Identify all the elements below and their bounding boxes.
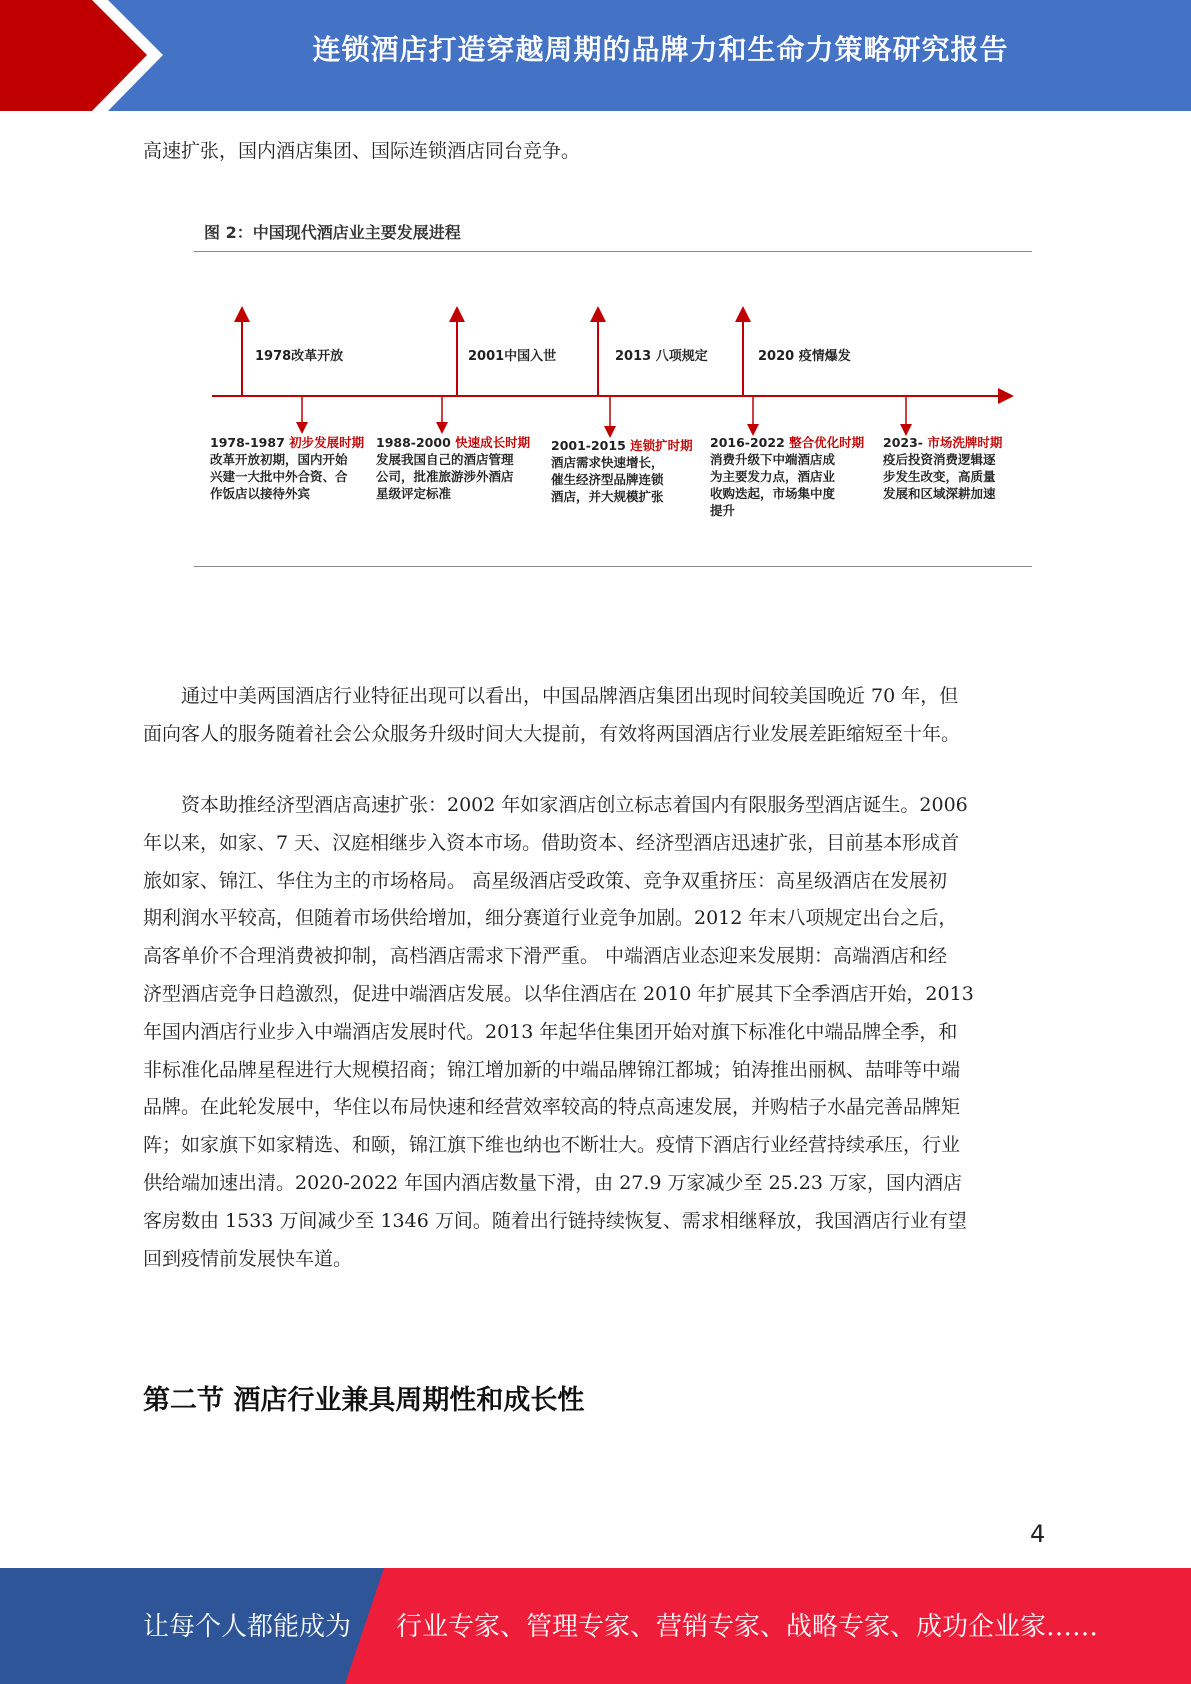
timeline-axis-graphic: [190, 208, 1030, 578]
phase-desc-line: 改革开放初期，国内开始: [210, 452, 348, 467]
phase-years: 2023-: [883, 435, 923, 450]
text-line: 非标准化品牌星程进行大规模招商；锦江增加新的中端品牌锦江都城；铂涛推出丽枫、喆啡等中端: [143, 1058, 961, 1081]
phase-desc-line: 步发生改变，高质量: [883, 469, 996, 484]
text-line: 济型酒店竞争日趋激烈，促进中端酒店发展。以华住酒店在 2010 年扩展其下全季酒店开始，2013: [143, 982, 974, 1005]
text-line: 年以来，如家、7 天、汉庭相继步入资本市场。借助资本、经济型酒店迅速扩张，目前基本形成首: [143, 831, 960, 854]
phase-desc-line: 收购迭起，市场集中度: [710, 486, 836, 501]
phase-years: 2001-2015: [551, 438, 626, 453]
text-line: 资本助推经济型酒店高速扩张：2002 年如家酒店创立标志着国内有限服务型酒店诞生。2006: [143, 794, 968, 816]
phase-desc-line: 酒店，并大规模扩张: [551, 489, 664, 504]
page-footer: [0, 1568, 1191, 1684]
report-title: 连锁酒店打造穿越周期的品牌力和生命力策略研究报告: [312, 33, 1009, 66]
timeline-figure: [190, 208, 1030, 578]
phase-years: 1978-1987: [210, 435, 285, 450]
text-line: 高客单价不合理消费被抑制，高档酒店需求下滑严重。 中端酒店业态迎来发展期：高端酒店和经: [143, 945, 948, 968]
event-label-2020: 2020 疫情爆发: [758, 349, 851, 364]
text-line: 面向客人的服务随着社会公众服务升级时间大大提前，有效将两国酒店行业发展差距缩短至十年。: [143, 723, 961, 745]
text-line: 旅如家、锦江、华住为主的市场格局。 高星级酒店受政策、竞争双重挤压：高星级酒店在发展初: [143, 869, 948, 892]
phase-desc-line: 发展和区域深耕加速: [883, 486, 996, 501]
phase-name: 快速成长时期: [455, 435, 531, 450]
text-line: 供给端加速出清。2020-2022 年国内酒店数量下滑，由 27.9 万家减少至 25.23 万家，国内酒店: [143, 1171, 963, 1194]
section-heading: 第二节 酒店行业兼具周期性和成长性: [143, 1385, 585, 1416]
figure-caption: 图 2：中国现代酒店业主要发展进程: [204, 223, 461, 242]
phase-desc-line: 酒店需求快速增长，: [551, 455, 664, 470]
text-line: 品牌。在此轮发展中，华住以布局快速和经营效率较高的特点高速发展，并购桔子水晶完善品牌矩: [143, 1096, 961, 1119]
event-label-1978: 1978改革开放: [255, 349, 344, 364]
phase-desc-line: 作饭店以接待外宾: [210, 486, 311, 501]
phase-desc-line: 疫后投资消费逻辑逐: [883, 452, 996, 467]
text-line: 回到疫情前发展快车道。: [143, 1247, 353, 1270]
phase-1988-2000: [376, 434, 530, 502]
phase-name: 初步发展时期: [289, 435, 365, 450]
text-line: 阵；如家旗下如家精选、和颐，锦江旗下维也纳也不断壮大。疫情下酒店行业经营持续承压，行业: [143, 1134, 961, 1157]
text-line: 高速扩张，国内酒店集团、国际连锁酒店同台竞争。: [143, 140, 581, 162]
footer-slogan-left: 让每个人都能成为: [143, 1612, 352, 1642]
text-line: 通过中美两国酒店行业特征出现可以看出，中国品牌酒店集团出现时间较美国晚近 70 年，但: [143, 685, 959, 707]
phase-2016-2022: [710, 434, 864, 519]
text-line: 期利润水平较高，但随着市场供给增加，细分赛道行业竞争加剧。2012 年末八项规定出台之后，: [143, 907, 958, 930]
phase-desc-line: 发展我国自己的酒店管理: [376, 452, 514, 467]
phase-desc-line: 星级评定标准: [376, 486, 452, 501]
capital-expansion-paragraph: [143, 787, 1045, 1278]
footer-slogan-right: 行业专家、管理专家、营销专家、战略专家、成功企业家……: [396, 1612, 1099, 1642]
phase-desc-line: 为主要发力点，酒店业: [710, 469, 836, 484]
phase-2023: [883, 434, 1002, 502]
phase-desc-line: 提升: [710, 503, 736, 518]
page-header: [0, 0, 1191, 111]
intro-paragraph: [143, 132, 1045, 170]
page-number: 4: [1030, 1520, 1046, 1548]
phase-1978-1987: [210, 434, 364, 502]
phase-2001-2015: [551, 437, 693, 505]
phase-desc-line: 公司，批准旅游涉外酒店: [376, 469, 514, 484]
text-line: 年国内酒店行业步入中端酒店发展时代。2013 年起华住集团开始对旗下标准化中端品牌全季，和: [143, 1020, 958, 1043]
event-label-2013: 2013 八项规定: [615, 349, 708, 364]
phase-desc-line: 催生经济型品牌连锁: [551, 472, 664, 487]
phase-years: 2016-2022: [710, 435, 785, 450]
figure-bottom-rule: [194, 566, 1032, 567]
phase-years: 1988-2000: [376, 435, 451, 450]
phase-desc-line: 兴建一大批中外合资、合: [210, 469, 348, 484]
phase-name: 整合优化时期: [789, 435, 865, 450]
phase-name: 市场洗牌时期: [927, 435, 1003, 450]
phase-desc-line: 消费升级下中端酒店成: [710, 452, 836, 467]
phase-name: 连锁扩时期: [630, 438, 693, 453]
event-label-2001: 2001中国入世: [468, 349, 557, 364]
comparison-paragraph: [143, 677, 1045, 753]
text-line: 客房数由 1533 万间减少至 1346 万间。随着出行链持续恢复、需求相继释放，我国酒店行业有望: [143, 1209, 967, 1232]
